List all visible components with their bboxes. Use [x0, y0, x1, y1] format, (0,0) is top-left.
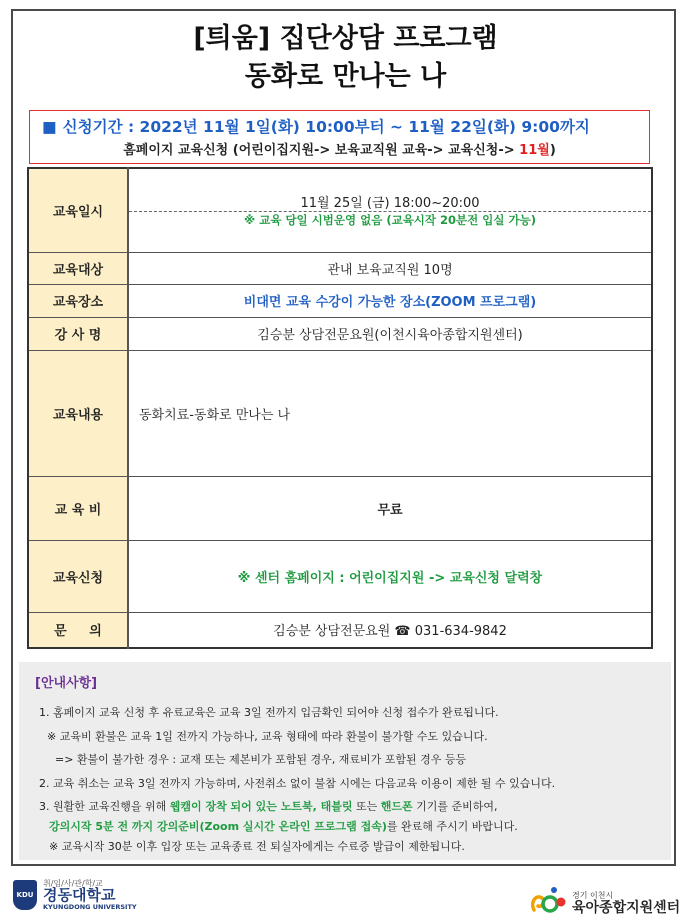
notice-line-7: ※ 교육시작 30분 이후 입장 또는 교육종료 전 퇴실자에게는 수료증 발급이 제한됩니다.	[49, 840, 465, 853]
childcare-center-logo	[528, 876, 680, 916]
date-label: 교육일시	[28, 168, 128, 252]
notice-line-5-text: 3. 원활한 교육진행을 위해	[39, 800, 170, 813]
apply-label: 교육신청	[28, 540, 128, 612]
fee-value: 무료	[128, 476, 652, 540]
university-motto: 취/임/사/관/학/교	[43, 878, 103, 888]
table-row	[28, 350, 652, 476]
square-bullet-icon: ■	[42, 118, 57, 136]
table-row	[28, 476, 652, 540]
application-path	[30, 139, 649, 158]
title-line-2: 동화로 만나는 나	[244, 61, 447, 92]
date-note: ※ 교육 당일 시범운영 없음 (교육시작 20분전 입실 가능)	[244, 213, 536, 228]
application-period-text: 신청기간 : 2022년 11월 1일(화) 10:00부터 ~ 11월 22일(화) 9:00까지	[62, 118, 590, 136]
program-info-table	[27, 167, 653, 649]
contact-value: 김승분 상담전문요원 ☎ 031-634-9842	[128, 612, 652, 648]
apply-value: ※ 센터 홈페이지 : 어린이집지원 -> 교육신청 달력창	[128, 540, 652, 612]
title-line-1: [틔움] 집단상담 프로그램	[193, 23, 498, 54]
application-path-month: 11월	[519, 143, 550, 158]
notice-phone-highlight: 핸드폰	[380, 800, 413, 813]
notice-line-6	[49, 818, 518, 834]
target-label: 교육대상	[28, 252, 128, 284]
application-period-box	[29, 110, 650, 164]
notice-line-1: 1. 홈페이지 교육 신청 후 유료교육은 교육 3일 전까지 입금확인 되어야 신청 접수가 완료됩니다.	[39, 706, 499, 719]
application-path-close: )	[549, 143, 556, 158]
date-value: 11월 25일 (금) 18:00~20:00	[129, 192, 651, 212]
instructor-label: 강 사 명	[28, 317, 128, 350]
page-title	[0, 20, 691, 96]
university-name-en: KYUNGDONG UNIVERSITY	[43, 902, 137, 911]
childcare-center-mark-icon	[528, 882, 568, 916]
table-row	[28, 284, 652, 317]
table-row	[28, 612, 652, 648]
notice-line-2: ※ 교육비 환불은 교육 1일 전까지 가능하나, 교육 형태에 따라 환불이 불가할 수도 있습니다.	[47, 730, 488, 743]
target-value: 관내 보육교직원 10명	[128, 252, 652, 284]
content-label: 교육내용	[28, 350, 128, 476]
table-row	[28, 168, 652, 252]
university-name: 경동대학교	[43, 885, 116, 904]
university-emblem-icon: KDU	[13, 880, 37, 910]
notice-line-4: 2. 교육 취소는 교육 3일 전까지 가능하며, 사전취소 없이 불참 시에는 다음교육 이용이 제한 될 수 있습니다.	[39, 777, 556, 790]
notice-zoom-highlight: 강의시작 5분 전 까지 강의준비(Zoom 실시간 온라인 프로그램 접속)	[49, 820, 387, 833]
table-row	[28, 317, 652, 350]
application-period	[42, 115, 590, 137]
table-row	[28, 252, 652, 284]
fee-label: 교 육 비	[28, 476, 128, 540]
notice-line-3: => 환불이 불가한 경우 : 교재 또는 제본비가 포함된 경우, 재료비가 포함된 경우 등등	[55, 753, 467, 766]
notice-line-6-end: 를 완료해 주시기 바랍니다.	[386, 820, 518, 833]
date-cell	[128, 168, 652, 252]
notice-line-5-or: 또는	[352, 800, 381, 813]
notice-line-5	[39, 798, 497, 814]
center-region: 경기 이천시	[572, 890, 614, 900]
notice-section	[19, 662, 671, 860]
table-row	[28, 540, 652, 612]
application-path-text: 홈페이지 교육신청 (어린이집지원-> 보육교직원 교육-> 교육신청->	[123, 143, 520, 158]
notice-device-highlight: 웹캠이 장착 되어 있는 노트북, 태블릿	[169, 800, 353, 813]
kyungdong-university-logo	[13, 878, 137, 912]
content-value: 동화치료-동화로 만나는 나	[128, 350, 652, 476]
place-label: 교육장소	[28, 284, 128, 317]
instructor-value: 김승분 상담전문요원(이천시육아종합지원센터)	[128, 317, 652, 350]
center-name: 육아종합지원센터	[572, 899, 681, 916]
place-value: 비대면 교육 수강이 가능한 장소(ZOOM 프로그램)	[128, 284, 652, 317]
notice-title: [안내사항]	[35, 676, 98, 691]
notice-line-5-end: 기기를 준비하여,	[412, 800, 498, 813]
contact-label: 문 의	[28, 612, 128, 648]
